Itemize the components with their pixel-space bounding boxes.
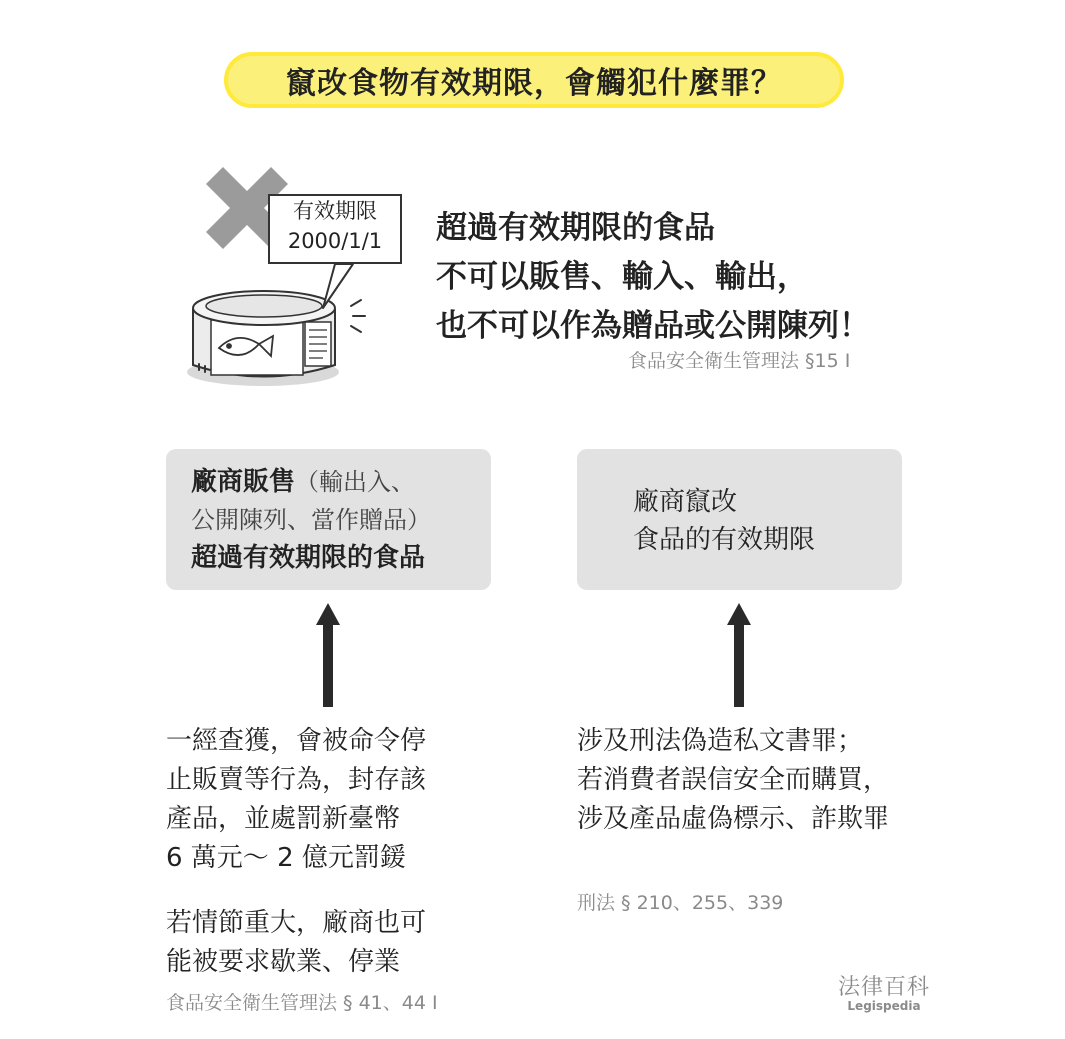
box-right-line-2: 食品的有效期限: [633, 525, 816, 555]
arrow-up-icon: [298, 603, 358, 707]
consequence-right-line: 若消費者誤信安全而購買，: [577, 765, 890, 795]
headline-line-3: 也不可以作為贈品或公開陳列！: [436, 308, 870, 344]
arrow-up-icon: [709, 603, 769, 707]
box-sell-expired: [166, 449, 491, 590]
consequence-left: [166, 722, 426, 878]
consequence-left-extra-line: 能被要求歇業、停業: [166, 947, 401, 977]
consequence-right-line: 涉及產品虛偽標示、詐欺罪: [577, 804, 890, 834]
box-left-paren-a: （輸出入、: [295, 468, 416, 496]
consequence-left-line: 6 萬元～ 2 億元罰鍰: [166, 843, 406, 873]
citation-top: 食品安全衛生管理法 §15 I: [628, 350, 851, 372]
expiry-date-tag: [268, 194, 402, 264]
logo-text: 法律百科: [837, 975, 930, 1000]
headline: [436, 204, 996, 351]
citation-right: 刑法 § 210、255、339: [577, 892, 784, 914]
consequence-left-extra-line: 若情節重大，廠商也可: [166, 908, 427, 938]
box-right-line-1: 廠商竄改: [633, 487, 738, 517]
expiry-tag-date: 2000/1/1: [287, 229, 383, 253]
consequence-left-line: 產品，並處罰新臺幣: [166, 804, 401, 834]
headline-line-2: 不可以販售、輸入、輸出，: [436, 259, 808, 295]
expiry-tag-label: 有效期限: [293, 199, 377, 223]
box-left-tail: 超過有效期限的食品: [191, 543, 426, 573]
box-left-lead: 廠商販售: [191, 467, 296, 497]
consequence-right-line: 涉及刑法偽造私文書罪；: [577, 726, 864, 756]
headline-line-1: 超過有效期限的食品: [436, 210, 715, 246]
citation-left: 食品安全衛生管理法 § 41、44 I: [166, 992, 438, 1014]
box-tamper-date: [577, 449, 902, 590]
consequence-left-line: 一經查獲，會被命令停: [166, 726, 427, 756]
page-title: 竄改食物有效期限，會觸犯什麼罪？: [224, 52, 844, 108]
box-left-paren-b: 公開陳列、當作贈品）: [191, 506, 431, 534]
logo-subtext: Legispedia: [847, 999, 921, 1013]
consequence-left-extra: [166, 904, 426, 982]
consequence-left-line: 止販賣等行為，封存該: [166, 765, 427, 795]
box-left-line-1: [191, 463, 491, 501]
consequence-right: [577, 722, 889, 839]
